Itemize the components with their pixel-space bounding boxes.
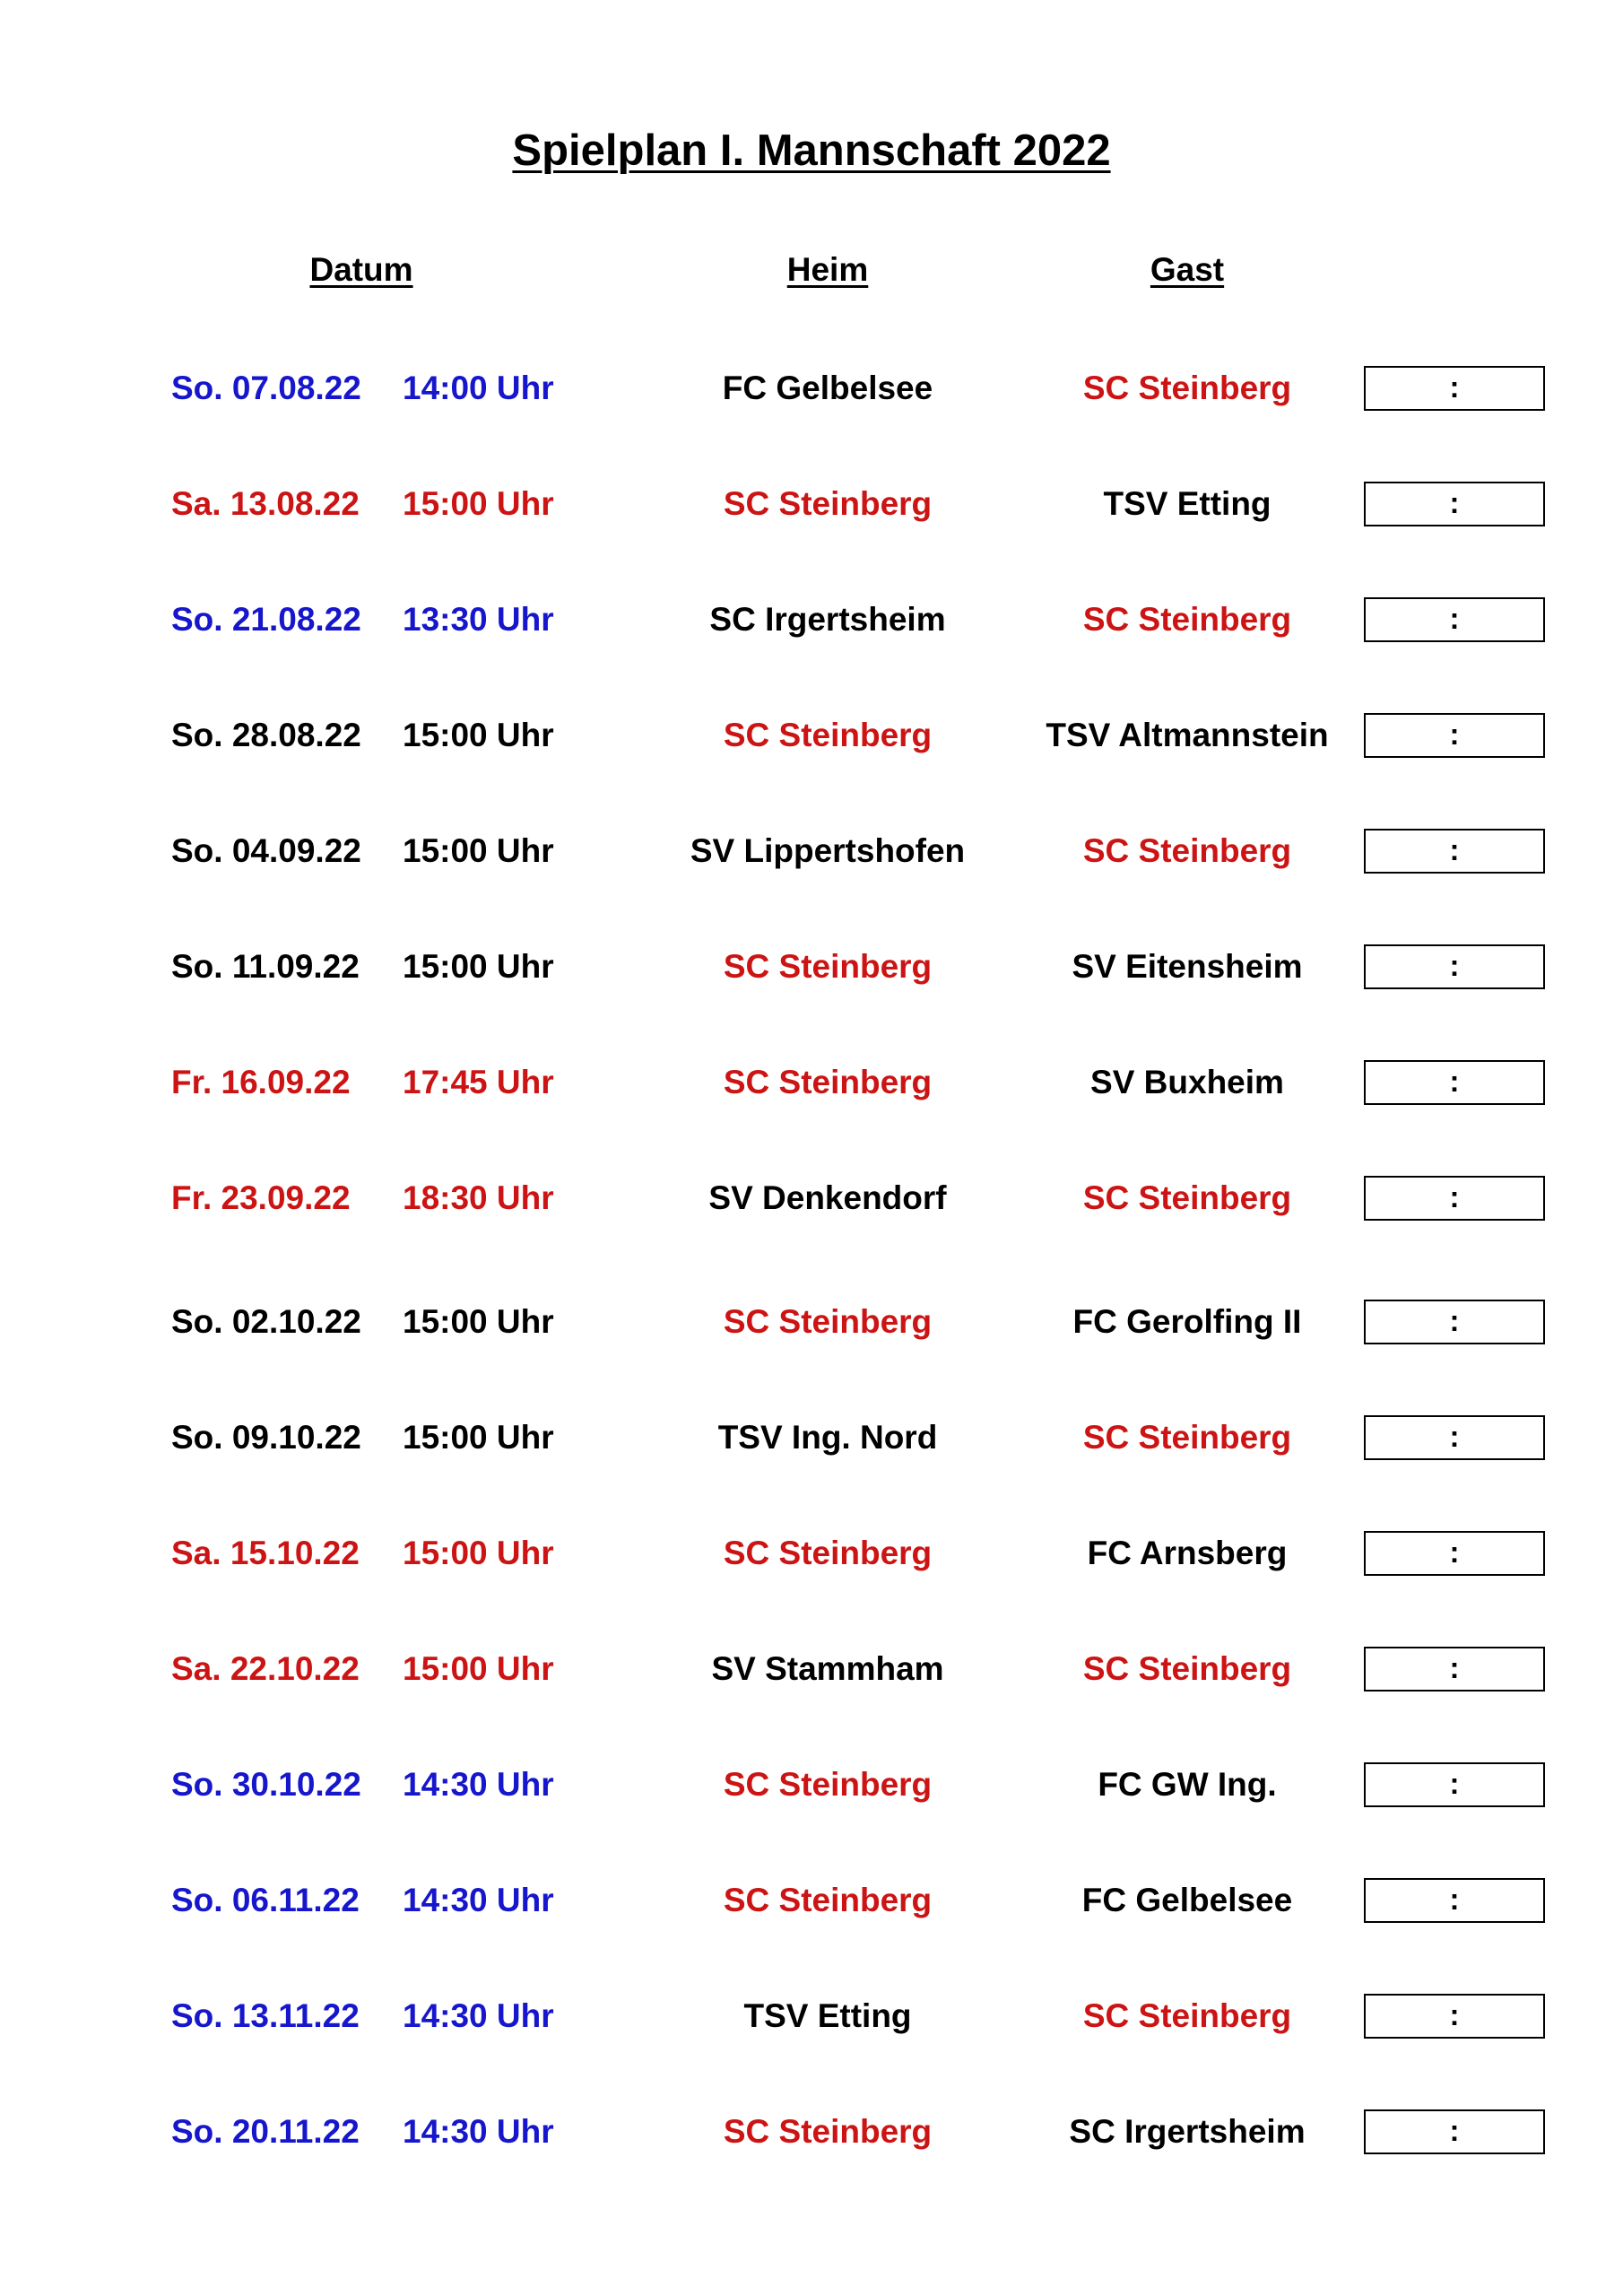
score-box: : [1364,2109,1545,2154]
match-row [0,931,1623,1003]
match-date: So. 20.11.22 [171,2113,360,2150]
away-team: SC Steinberg [1082,1419,1292,1456]
match-time: 15:00 Uhr [403,1303,554,1340]
match-row [0,468,1623,540]
home-team: SC Steinberg [723,948,933,985]
home-team: SC Irgertsheim [709,601,946,638]
score-box: : [1364,829,1545,874]
match-time: 15:00 Uhr [403,832,554,869]
match-time: 14:30 Uhr [403,1882,554,1918]
match-time: 17:45 Uhr [403,1064,554,1100]
home-team: SC Steinberg [723,1064,933,1100]
home-team: SV Denkendorf [708,1179,947,1216]
match-date: Fr. 23.09.22 [171,1179,351,1216]
match-time: 14:30 Uhr [403,1766,554,1803]
score-box: : [1364,713,1545,758]
header-datum: Datum [309,251,413,288]
away-team: TSV Altmannstein [1046,717,1329,753]
match-row [0,700,1623,771]
match-date: Sa. 13.08.22 [171,485,360,522]
score-box: : [1364,482,1545,526]
match-date: So. 13.11.22 [171,1997,360,2034]
score-box: : [1364,1176,1545,1221]
away-team: SC Steinberg [1082,832,1292,869]
page-title: Spielplan I. Mannschaft 2022 [512,126,1111,175]
away-team: SC Steinberg [1082,370,1292,406]
home-team: TSV Etting [743,1997,912,2034]
home-team: SC Steinberg [723,1303,933,1340]
away-team: SC Steinberg [1082,601,1292,638]
away-team: SV Eitensheim [1072,948,1303,985]
match-row [0,1047,1623,1118]
score-box: : [1364,1994,1545,2039]
match-row [0,815,1623,887]
match-time: 15:00 Uhr [403,1419,554,1456]
match-row [0,2096,1623,2168]
score-box: : [1364,1060,1545,1105]
home-team: SC Steinberg [723,485,933,522]
away-team: SV Buxheim [1090,1064,1284,1100]
match-row [0,1162,1623,1234]
home-team: SC Steinberg [723,1535,933,1571]
match-time: 15:00 Uhr [403,1535,554,1571]
match-time: 15:00 Uhr [403,1650,554,1687]
home-team: SV Stammham [711,1650,944,1687]
away-team: FC GW Ing. [1098,1766,1277,1803]
header-heim: Heim [786,251,869,288]
match-row [0,584,1623,656]
home-team: SV Lippertshofen [690,832,966,869]
score-box: : [1364,1762,1545,1807]
match-date: So. 11.09.22 [171,948,360,985]
match-date: So. 06.11.22 [171,1882,360,1918]
home-team: SC Steinberg [723,1766,933,1803]
match-date: So. 02.10.22 [171,1303,361,1340]
match-row [0,1980,1623,2052]
score-box: : [1364,944,1545,989]
match-time: 14:30 Uhr [403,2113,554,2150]
away-team: FC Gerolfing II [1072,1303,1302,1340]
header-gast: Gast [1150,251,1225,288]
match-time: 15:00 Uhr [403,485,554,522]
score-box: : [1364,1415,1545,1460]
score-box: : [1364,366,1545,411]
match-time: 18:30 Uhr [403,1179,554,1216]
match-row [0,1518,1623,1589]
away-team: FC Gelbelsee [1081,1882,1293,1918]
match-time: 14:30 Uhr [403,1997,554,2034]
away-team: SC Irgertsheim [1069,2113,1306,2150]
match-date: Sa. 22.10.22 [171,1650,360,1687]
match-row [0,1749,1623,1821]
match-time: 15:00 Uhr [403,948,554,985]
match-date: So. 21.08.22 [171,601,361,638]
home-team: TSV Ing. Nord [717,1419,938,1456]
match-row [0,1865,1623,1936]
score-box: : [1364,1300,1545,1344]
match-date: So. 09.10.22 [171,1419,361,1456]
home-team: FC Gelbelsee [722,370,933,406]
away-team: FC Arnsberg [1087,1535,1288,1571]
home-team: SC Steinberg [723,717,933,753]
match-row [0,1286,1623,1358]
match-date: Fr. 16.09.22 [171,1064,351,1100]
match-date: So. 30.10.22 [171,1766,361,1803]
score-box: : [1364,597,1545,642]
match-time: 15:00 Uhr [403,717,554,753]
match-time: 14:00 Uhr [403,370,554,406]
match-row [0,1402,1623,1474]
score-box: : [1364,1531,1545,1576]
match-date: Sa. 15.10.22 [171,1535,360,1571]
away-team: TSV Etting [1103,485,1271,522]
match-date: So. 28.08.22 [171,717,361,753]
home-team: SC Steinberg [723,1882,933,1918]
home-team: SC Steinberg [723,2113,933,2150]
match-date: So. 07.08.22 [171,370,361,406]
away-team: SC Steinberg [1082,1179,1292,1216]
away-team: SC Steinberg [1082,1997,1292,2034]
score-box: : [1364,1878,1545,1923]
match-date: So. 04.09.22 [171,832,361,869]
away-team: SC Steinberg [1082,1650,1292,1687]
match-time: 13:30 Uhr [403,601,554,638]
match-row [0,352,1623,424]
score-box: : [1364,1647,1545,1692]
match-row [0,1633,1623,1705]
